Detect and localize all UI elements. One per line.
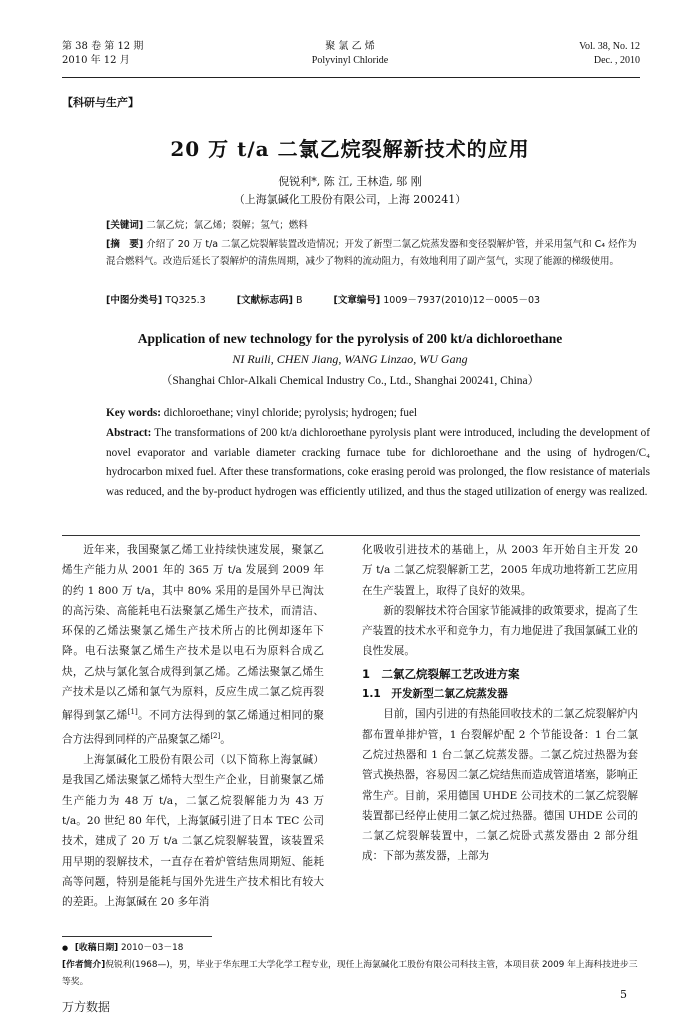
- paragraph: 近年来，我国聚氯乙烯工业持续快速发展，聚氯乙烯生产能力从 2001 年的 365 万 t/a 发展到 2009 年的约 1 800 万 t/a，其中 80% 采用的是国外早已淘汰的高污染、高能耗电石法聚氯乙烯生产技术，而清洁、环保的乙烯法聚氯乙烯生产技术所占的比例却逐年下降。电石法聚氯乙烯生产技术是以电石为原料合成乙炔，乙炔与氯化氢合成得到氯乙烯。乙烯法聚氯乙烯生产技术是以乙烯和氯气为原料，反应生成二氯乙烷再裂解得到氯乙烯[1]。不同方法得到的氯乙烯通过相同的聚合方法得到同样的产品聚氯乙烯[2]。: [62, 544, 325, 746]
- bullet-icon: ●: [62, 944, 69, 952]
- received-date: ● [收稿日期] 2010－03－18: [62, 943, 184, 953]
- page-number: 5: [620, 988, 627, 1001]
- journal-volume-info-en: [579, 40, 640, 68]
- authors-en: NI Ruili, CHEN Jiang, WANG Linzao, WU Gang: [232, 352, 468, 366]
- article-title-en: Application of new technology for the pyrolysis of 200 kt/a dichloroethane: [137, 331, 563, 346]
- abstract-divider: [62, 535, 640, 536]
- paragraph: 化吸收引进技术的基础上，从 2003 年开始自主开发 20 万 t/a 二氯乙烷裂解新工艺，2005 年成功地将新工艺应用在生产装置上，取得了良好的效果。: [362, 544, 638, 597]
- keywords-en-text: dichloroethane; vinyl chloride; pyrolysis; hydrogen; fuel: [163, 407, 418, 419]
- paragraph: 上海氯碱化工股份有限公司（以下简称上海氯碱）是我国乙烯法聚氯乙烯特大型生产企业，目前聚氯乙烯生产能力为 48 万 t/a，二氯乙烷裂解能力为 43 万 t/a。20 世纪 80 年代，上海氯碱引进了日本 TEC 公司技术，建成了 20 万 t/a 二氯乙烷裂解装置，该装置采用早期的裂解技术，一直存在着炉管结焦周期短、能耗高等问题，特别是能耗与国外先进生产技术相比有较大的差距。上海氯碱在 20 多年消: [62, 754, 324, 909]
- abstract-cn-text: 介绍了 20 万 t/a 二氯乙烷裂解装置改造情况；开发了新型二氯乙烷蒸发器和变径裂解炉管，并采用氢气和 C₄ 烃作为混合燃料气。改造后延长了裂解炉的清焦周期，减少了物料的流动阻力，有效地利用了副产氢气，实现了能源的梯级使用。: [106, 239, 637, 267]
- header-divider: [62, 77, 640, 78]
- footnotes: [62, 940, 642, 991]
- issue-date: 2010 年 12 月: [62, 55, 130, 66]
- keywords-cn-label: [关键词]: [106, 220, 144, 231]
- paragraph: 目前，国内引进的有热能回收技术的二氯乙烷裂解炉内都布置单排炉管，1 台裂解炉配 2 个节能设备：1 台二氯乙烷过热器和 1 台二氯乙烷蒸发器。二氯乙烷过热器为套管式换热器，容易因二氯乙烷结焦而造成管道堵塞，影响正常生产。目前，采用德国 UHDE 公司技术的二氯乙烷裂解装置都已经停止使用二氯乙烷过热器。德国 UHDE 公司的二氯乙烷裂解装置中，二氯乙烷卧式蒸发器由 2 部分组成：下部为蒸发器，上部为: [362, 708, 638, 863]
- article-title-cn: 20 万 t/a 二氯乙烷裂解新技术的应用: [170, 137, 530, 161]
- paragraph: 新的裂解技术符合国家节能减排的政策要求，提高了生产装置的技术水平和竞争力，有力地促进了我国氯碱工业的良性发展。: [362, 604, 638, 658]
- citation-ref: [2]: [210, 732, 221, 741]
- affiliation-en: （Shanghai Chlor-Alkali Chemical Industry Co., Ltd., Shanghai 200241, China）: [160, 375, 540, 387]
- section-tag: 【科研与生产】: [62, 96, 139, 109]
- clc-code: [中图分类号] TQ325.3: [106, 295, 206, 306]
- body-column-left: [62, 540, 324, 912]
- abstract-cn: [106, 236, 646, 270]
- journal-name-en: Polyvinyl Chloride: [311, 55, 389, 66]
- issue-date-en: Dec. , 2010: [593, 55, 640, 66]
- volume-issue-en: Vol. 38, No. 12: [579, 41, 640, 52]
- article-id: [文章编号] 1009－7937(2010)12－0005－03: [333, 295, 541, 306]
- keywords-cn-text: 二氯乙烷；氯乙烯；裂解；氢气；燃料: [146, 220, 308, 231]
- volume-issue: 第 38 卷 第 12 期: [62, 41, 144, 52]
- section-heading: 1 二氯乙烷裂解工艺改进方案: [362, 666, 520, 681]
- doc-code: [文献标志码] B: [236, 295, 303, 306]
- abstract-en: [106, 424, 650, 502]
- abstract-en-text: The transformations of 200 kt/a dichloroethane pyrolysis plant were introduced, including the development of novel evaporator and variable diameter cracking furnace tube for dichloroethane and the using of hydrogen/C₄ hydrocarbon mixed fuel. After these transformations, coke erasing peroid was prolonged, the flow resistance of materials was reduced, and the by-product hydrogen was efficiently utilized, and thus the staged utilization of energy was realized.: [106, 427, 650, 498]
- classification-line: [106, 292, 646, 309]
- keywords-cn: [106, 217, 646, 234]
- body-column-right: [362, 540, 638, 867]
- abstract-cn-label: [摘 要]: [106, 239, 144, 250]
- subsection-heading: 1.1 开发新型二氯乙烷蒸发器: [362, 688, 508, 701]
- footnote-divider: [62, 936, 212, 937]
- abstract-en-label: Abstract:: [106, 427, 152, 439]
- author-bio: [作者简介]倪锐利(1968—)，男，毕业于华东理工大学化学工程专业，现任上海氯碱化工股份有限公司科技主管，本项目获 2009 年上海科技进步三等奖。: [62, 960, 638, 987]
- affiliation-cn: （上海氯碱化工股份有限公司，上海 200241）: [233, 193, 467, 206]
- journal-name-cn: 聚 氯 乙 烯: [325, 41, 375, 52]
- watermark: 万方数据: [62, 1000, 111, 1014]
- keywords-en: [106, 404, 650, 424]
- authors-cn: 倪锐利*, 陈 江, 王林造, 邬 刚: [278, 175, 422, 188]
- keywords-en-label: Key words:: [106, 407, 161, 419]
- citation-ref: [1]: [127, 708, 138, 717]
